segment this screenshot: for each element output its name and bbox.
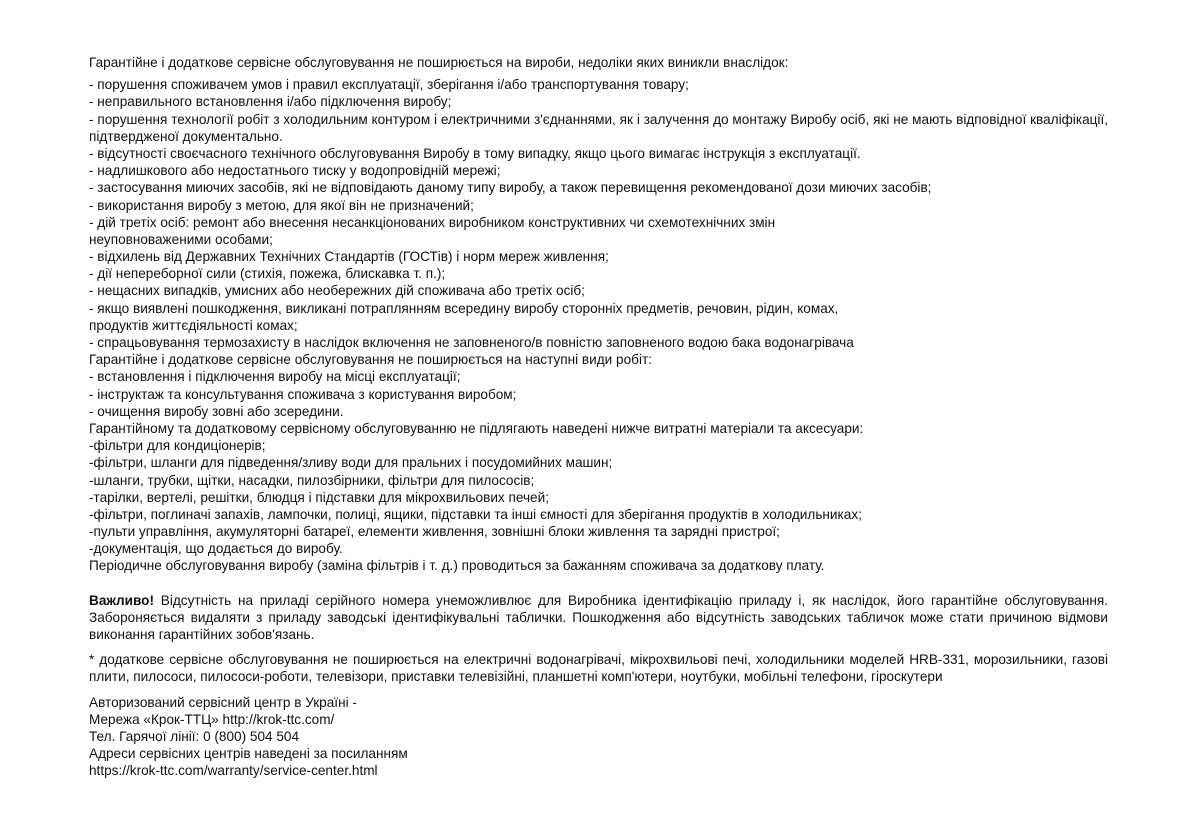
contact-line: Мережа «Крок-ТТЦ» http://krok-ttc.com/ [89, 711, 335, 727]
list-item: -пульти управління, акумуляторні батареї, елементи живлення, зовнішні блоки живлення та зарядні пристрої; [89, 524, 780, 540]
list-item: - якщо виявлені пошкодження, викликані потраплянням всередину виробу сторонніх предметів, речовин, рідин, комах, [89, 300, 839, 316]
list-item: - порушення споживачем умов і правил експлуатації, зберігання і/або транспортування товару; [89, 77, 689, 93]
list-item: - очищення виробу зовні або зсередини. [89, 403, 344, 419]
list-item: - неправильного встановлення і/або підключення виробу; [89, 94, 452, 110]
periodic-service-note: Періодичне обслуговування виробу (заміна фільтрів і т. д.) проводиться за бажанням споживача за додаткову плату. [89, 558, 825, 574]
contact-line: Адреси сервісних центрів наведені за посиланням [89, 746, 408, 762]
list-item: -документація, що додається до виробу. [89, 541, 343, 557]
footnote: * додаткове сервісне обслуговування не поширюється на електричні водонагрівачі, мікрохвильові печі, холодильники моделей HRB-331, морозильники, газові плити, пилососи, пилососи-роботи, телевізори, приставки телевізійні, планшетні комп'ютери, ноутбуки, мобільні телефони, гіроскутери [89, 652, 1108, 685]
list-item: - нещасних випадків, умисних або необережних дій споживача або третіх осіб; [89, 283, 585, 299]
list-item: -фільтри, шланги для підведення/зливу води для пральних і посудомийних машин; [89, 455, 613, 471]
list-item: - дії непереборної сили (стихія, пожежа, блискавка т. п.); [89, 266, 446, 282]
list-item: -шланги, трубки, щітки, насадки, пилозбірники, фільтри для пилососів; [89, 472, 535, 488]
list-item: неуповноваженими особами; [89, 231, 273, 247]
important-text: Відсутність на приладі серійного номера унеможливлює для Виробника ідентифікацію приладу і, як наслідок, його гарантійне обслуговування. Забороняється видаляти з приладу заводські ідентифікувальні таблички. Пошкодження або відсутність заводських табличок може стати причиною відмови виконання гарантійних зобов'язань. [89, 592, 1108, 643]
list-item: - відсутності своєчасного технічного обслуговування Виробу в тому випадку, якщо цього вимагає інструкція з експлуатації. [89, 145, 861, 161]
intro-text: Гарантійне і додаткове сервісне обслуговування не поширюється на вироби, недоліки яких виникли внаслідок: [89, 55, 789, 70]
list-item: - встановлення і підключення виробу на місці експлуатації; [89, 369, 461, 385]
contact-line: Авторизований сервісний центр в Україні - [89, 694, 357, 710]
important-label: Важливо! [89, 592, 155, 608]
consumables-heading: Гарантійному та додатковому сервісному обслуговуванню не підлягають наведені нижче витратні матеріали та аксесуари: [89, 420, 864, 436]
list-item: продуктів життєдіяльності комах; [89, 317, 298, 333]
contact-line: https://krok-ttc.com/warranty/service-center.html [89, 763, 378, 779]
list-item: - порушення технології робіт з холодильним контуром і електричними з'єднаннями, як і залучення до монтажу Виробу осіб, які не мають відповідної кваліфікації, підтвердженої документально. [89, 111, 1108, 144]
important-notice [89, 592, 1108, 644]
list-item: - відхилень від Державних Технічних Стандартів (ГОСТів) і норм мереж живлення; [89, 249, 609, 265]
list-item: - застосування миючих засобів, які не відповідають даному типу виробу, а також перевищення рекомендованої дози миючих засобів; [89, 180, 932, 196]
list-item: - спрацьовування термозахисту в наслідок включення не заповненого/в повністю заповненого водою бака водонагрівача [89, 335, 854, 351]
list-item: - надлишкового або недостатнього тиску у водопровідній мережі; [89, 163, 501, 179]
contact-line: Тел. Гарячої лінії: 0 (800) 504 504 [89, 729, 300, 745]
works-heading: Гарантійне і додаткове сервісне обслуговування не поширюється на наступні види робіт: [89, 352, 652, 368]
list-item: - дій третіх осіб: ремонт або внесення несанкціонованих виробником конструктивних чи схемотехнічних змін [89, 214, 776, 230]
list-item: -тарілки, вертелі, решітки, блюдця і підставки для мікрохвильових печей; [89, 489, 549, 505]
list-item: -фільтри для кондиціонерів; [89, 438, 266, 454]
warranty-document [89, 54, 1108, 780]
list-item: - використання виробу з метою, для якої він не призначений; [89, 197, 474, 213]
list-item: -фільтри, поглиначі запахів, лампочки, полиці, ящики, підставки та інші ємності для зберігання продуктів в холодильниках; [89, 506, 862, 522]
list-item: - інструктаж та консультування споживача з користування виробом; [89, 386, 517, 402]
